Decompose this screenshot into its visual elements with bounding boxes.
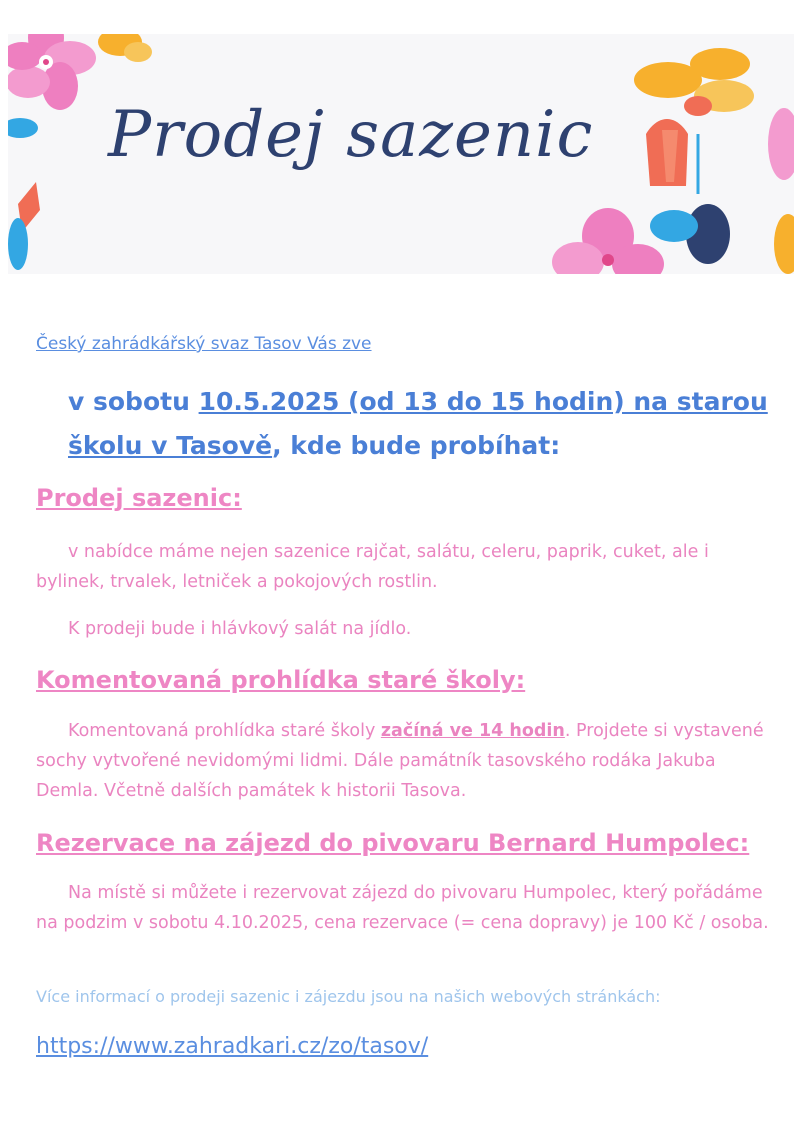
sale-text: v nabídce máme nejen sazenice rajčat, salátu, celeru, paprik, cuket, ale i bylinek, trvalek, letniček a pokojových rostlin.: [36, 542, 709, 592]
event-date-line: [68, 380, 768, 468]
tour-start-time: začíná ve 14 hodin: [380, 721, 565, 741]
date-suffix: , kde bude probíhat:: [272, 431, 561, 460]
trip-heading: Rezervace na zájezd do pivovaru Bernard Humpolec:: [36, 829, 750, 857]
sale-heading: Prodej sazenic:: [36, 484, 242, 512]
website-link[interactable]: https://www.zahradkari.cz/zo/tasov/: [36, 1034, 429, 1059]
tour-text-before: Komentovaná prohlídka staré školy: [68, 721, 381, 741]
sale-text-2: K prodeji bude i hlávkový salát na jídlo.: [68, 619, 412, 639]
invitation-link[interactable]: Český zahrádkářský svaz Tasov Vás zve: [36, 334, 372, 354]
date-underlined: 10.5.2025 (od 13 do 15 hodin) na starou školu v Tasově: [68, 387, 768, 460]
date-prefix: v sobotu: [68, 387, 199, 416]
tour-heading: Komentovaná prohlídka staré školy:: [36, 666, 526, 694]
more-info-text: Více informací o prodeji sazenic i zájezdu jsou na našich webových stránkách:: [36, 987, 661, 1006]
tour-text-after: . Projdete si vystavené sochy vytvořené nevidomými lidmi. Dále památník tasovského rodáka Jakuba Demla. Včetně dalších památek k historii Tasova.: [36, 721, 764, 801]
trip-text: Na místě si můžete i rezervovat zájezd do pivovaru Humpolec, který pořádáme na podzim v sobotu 4.10.2025, cena rezervace (= cena dopravy) je 100 Kč / osoba.: [36, 883, 769, 933]
banner-title: Prodej sazenic: [108, 98, 594, 172]
tour-text: [36, 716, 771, 806]
